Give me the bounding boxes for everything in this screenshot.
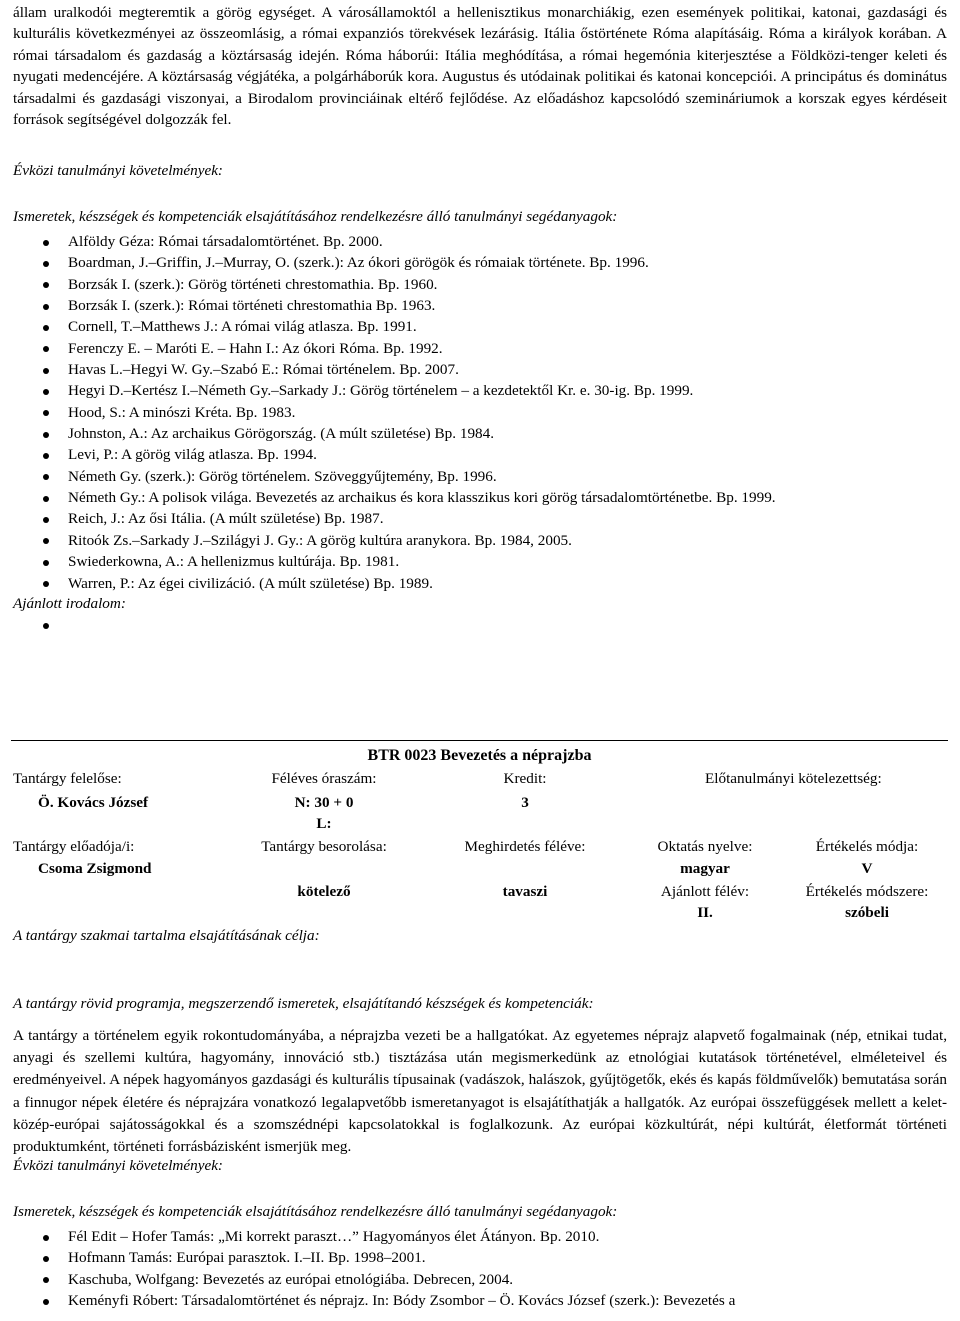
program-heading: A tantárgy rövid programja, megszerzendő ismeretek, elsajátítandó készségek és kompetenciák:	[13, 995, 594, 1012]
program-section	[0, 1025, 960, 1158]
materials-heading: Ismeretek, készségek és kompetenciák elsajátításához rendelkezésre álló tanulmányi segédanyagok:	[13, 208, 618, 225]
lecturer-value: Csoma Zsigmond	[38, 860, 152, 877]
reference-item: Warren, P.: Az égei civilizáció. (A múlt születése) Bp. 1989.	[0, 573, 960, 594]
credit-label: Kredit:	[503, 770, 547, 787]
credit-value: 3	[521, 794, 529, 811]
reference-item: Reich, J.: Az ősi Itália. (A múlt születése) Bp. 1987.	[0, 508, 960, 529]
reference-item: Kaschuba, Wolfgang: Bevezetés az európai etnológiába. Debrecen, 2004.	[0, 1269, 960, 1290]
reference-item: Cornell, T.–Matthews J.: A római világ atlasza. Bp. 1991.	[0, 316, 960, 337]
reference-item: Hood, S.: A minószi Kréta. Bp. 1983.	[0, 402, 960, 423]
reference-item: Hofmann Tamás: Európai parasztok. I.–II. Bp. 1998–2001.	[0, 1247, 960, 1268]
reference-item: Borzsák I. (szerk.): Görög történeti chrestomathia. Bp. 1960.	[0, 274, 960, 295]
reference-item: Swiederkowna, A.: A hellenizmus kultúrája. Bp. 1981.	[0, 551, 960, 572]
reference-item: Németh Gy.: A polisok világa. Bevezetés az archaikus és kora klasszikus kori görög társadalomtörténetbe. Bp. 1999.	[0, 487, 960, 508]
semester-value: tavaszi	[502, 883, 548, 900]
hours-label: Féléves óraszám:	[271, 770, 377, 787]
reference-item: Németh Gy. (szerk.): Görög történelem. Szöveggyűjtemény, Bp. 1996.	[0, 466, 960, 487]
eval-mode-label: Értékelés módja:	[815, 838, 919, 855]
requirements-heading: Évközi tanulmányi követelmények:	[13, 162, 223, 179]
reference-item: Ferenczy E. – Maróti E. – Hahn I.: Az ókori Róma. Bp. 1992.	[0, 338, 960, 359]
reference-item: Havas L.–Hegyi W. Gy.–Szabó E.: Római történelem. Bp. 2007.	[0, 359, 960, 380]
bottom-materials-heading: Ismeretek, készségek és kompetenciák elsajátításához rendelkezésre álló tanulmányi segédanyagok:	[13, 1203, 618, 1220]
reference-list	[0, 231, 960, 594]
eval-method-label: Értékelés módszere:	[805, 883, 929, 900]
reference-item: Fél Edit – Hofer Tamás: „Mi korrekt paraszt…” Hagyományos élet Átányon. Bp. 2010.	[0, 1226, 960, 1247]
semester-label: Meghirdetés féléve:	[464, 838, 586, 855]
responsible-label: Tantárgy felelőse:	[13, 770, 122, 787]
recommended-semester-value: II.	[697, 904, 713, 921]
reference-item: Hegyi D.–Kertész I.–Németh Gy.–Sarkady J.: Görög történelem – a kezdetektől Kr. e. 30-ig. Bp. 1999.	[0, 380, 960, 401]
classification-label: Tantárgy besorolása:	[261, 838, 387, 855]
program-paragraph: A tantárgy a történelem egyik rokontudományába, a néprajzba vezeti be a hallgatókat. Az egyetemes néprajz alapvető fogalmainak (nép, etnikai tudat, anyagi és szellemi kultúra, hagyomány, innováció stb.) tisztázása után megismerkedünk az etnológiai kutatások történetével, elméleteivel és eredményeivel. A népek hagyományos gazdasági és kulturális típusainak (vadászok, halászok, gyűjtögetők, ekés és kapás földművelők) bemutatása során a finnugor népek életére és néprajzára vonatkozó legalapvetőbb ismeretanyagot is elsajátíthatják a hallgatók. Az európai összefüggések mellett a kelet-közép-európai sajátosságokkal és a szomszédnépi kapcsolatokkal is foglalkozunk. Az európai közkultúrát, népi kultúrát, életformát történeti produktumként, történeti forrásbázisként ismerjük meg.	[13, 1027, 947, 1156]
intro-section	[0, 2, 960, 130]
aim-heading: A tantárgy szakmai tartalma elsajátításának célja:	[13, 927, 320, 944]
language-label: Oktatás nyelve:	[657, 838, 753, 855]
eval-mode-value: V	[861, 860, 873, 877]
recommended-heading: Ajánlott irodalom:	[13, 594, 126, 612]
reference-item: Borzsák I. (szerk.): Római történeti chrestomathia Bp. 1963.	[0, 295, 960, 316]
materials-section	[0, 206, 960, 615]
eval-method-value: szóbeli	[845, 904, 889, 921]
classification-value: kötelező	[297, 883, 351, 900]
bottom-materials-section	[0, 1201, 960, 1311]
requirements-section	[0, 160, 960, 182]
reference-item: Alföldy Géza: Római társadalomtörténet. Bp. 2000.	[0, 231, 960, 252]
reference-item: Boardman, J.–Griffin, J.–Murray, O. (szerk.): Az ókori görögök és rómaiak története. Bp. 1996.	[0, 252, 960, 273]
course-title: BTR 0023 Bevezetés a néprajzba	[367, 747, 592, 764]
recommended-semester-label: Ajánlott félév:	[660, 883, 750, 900]
reference-item: Keményfi Róbert: Társadalomtörténet és néprajz. In: Bódy Zsombor – Ö. Kovács József (szerk.): Bevezetés a	[0, 1290, 960, 1311]
hours-n-value: N: 30 + 0	[294, 794, 354, 811]
prereq-label: Előtanulmányi kötelezettség:	[705, 770, 882, 787]
bottom-requirements-section	[0, 1155, 960, 1177]
lecturer-label: Tantárgy előadója/i:	[13, 838, 135, 855]
course-info-table	[11, 740, 948, 1046]
bottom-requirements-heading: Évközi tanulmányi követelmények:	[13, 1157, 223, 1174]
intro-paragraph: állam uralkodói megteremtik a görög egységet. A városállamoktól a hellenisztikus monarchiákig, ezen események politikai, katonai, gazdasági és kulturális következményei az összeomlásig, a római expanziós törekvések lezárásig. Itália őstörténete Róma alapításáig. Róma a királyok korában. A római társadalom és gazdaság a köztársaság idején. Róma háborúi: Itália meghódítása, a római hegemónia kiterjesztése a Földközi-tenger keleti és nyugati medencéjére. A köztársaság végjátéka, a polgárháborúk kora. Augustus és utódainak politikai és katonai koncepciói. A principátus és dominátus társadalmi és gazdasági viszonyai, a Birodalom provinciáinak eltérő fejlődése. Az előadáshoz kapcsolódó szemináriumok a korszak egyes kérdéseit források segítségével dolgozzák fel.	[13, 4, 947, 129]
language-value: magyar	[680, 860, 730, 877]
hours-l-value: L:	[316, 815, 332, 832]
bottom-reference-list	[0, 1226, 960, 1311]
responsible-value: Ö. Kovács József	[38, 794, 149, 811]
reference-item: Ritoók Zs.–Sarkady J.–Szilágyi J. Gy.: A görög kultúra aranykora. Bp. 1984, 2005.	[0, 530, 960, 551]
reference-item: Levi, P.: A görög világ atlasza. Bp. 1994.	[0, 444, 960, 465]
reference-item: Johnston, A.: Az archaikus Görögország. (A múlt születése) Bp. 1984.	[0, 423, 960, 444]
